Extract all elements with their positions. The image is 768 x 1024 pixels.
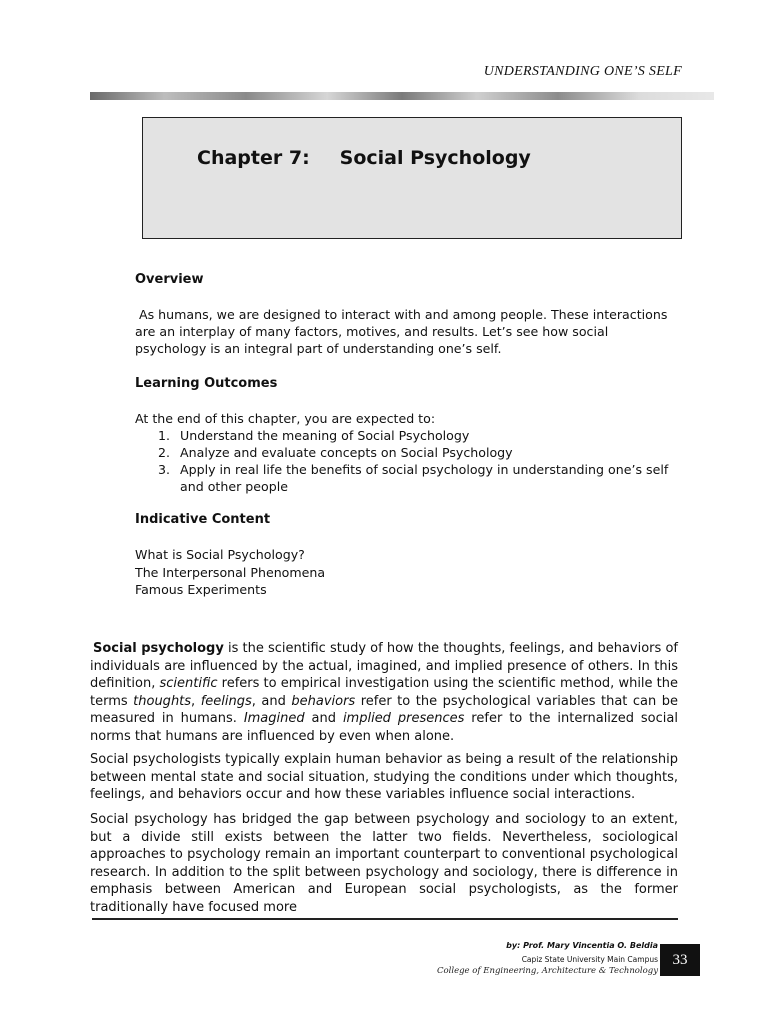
list-item (158, 427, 678, 444)
list-item: Famous Experiments (135, 582, 267, 597)
term-implied-presences: implied presences (342, 711, 465, 726)
body-text: , (191, 693, 201, 709)
list-item-number: 3. (158, 462, 171, 477)
footer-author: by: Prof. Mary Vincentia O. Beldia (506, 941, 658, 950)
list-item-text: Analyze and evaluate concepts on Social Psychology (180, 445, 513, 460)
body-text: refer to the psychological variables that can be measured in humans. (90, 693, 679, 726)
indicative-content-heading: Indicative Content (135, 512, 271, 527)
list-item (158, 444, 678, 461)
footer-campus: Capiz State University Main Campus (521, 955, 658, 964)
chapter-title-box (142, 117, 682, 239)
term-behaviors: behaviors (291, 693, 356, 709)
body-text: refers to empirical investigation using the scientific method, while the terms (90, 676, 679, 709)
body-text: refer to the internalized social norms that humans are influenced by even when alone. (90, 711, 678, 744)
overview-text: As humans, we are designed to interact with and among people. These interactions are an interplay of many factors, motives, and results. Let’s see how social psychology is an integral part of understanding one’s self. (135, 307, 668, 356)
learning-outcomes-heading: Learning Outcomes (135, 376, 278, 391)
chapter-name: Social Psychology (339, 147, 531, 169)
footer-rule (92, 918, 678, 920)
list-item-number: 2. (158, 445, 171, 460)
footer-college: College of Engineering, Architecture & Technology (437, 966, 658, 976)
list-item-number: 1. (158, 428, 171, 443)
learning-outcomes-intro: At the end of this chapter, you are expected to: (135, 411, 436, 426)
list-item-text: Understand the meaning of Social Psychology (180, 428, 470, 443)
list-item-text: Apply in real life the benefits of social psychology in understanding one’s self and other people (180, 462, 669, 494)
indicative-content-list (135, 546, 325, 599)
running-header: UNDERSTANDING ONE’S SELF (483, 64, 682, 79)
list-item: What is Social Psychology? (135, 547, 305, 562)
overview-heading: Overview (135, 272, 204, 287)
chapter-title (197, 147, 531, 169)
body-paragraph-explanation: Social psychologists typically explain human behavior as being a result of the relationship between mental state and social situation, studying the conditions under which thoughts, feelings, and behaviors occur and how these variables influence social interactions. (90, 752, 678, 802)
list-item: The Interpersonal Phenomena (135, 564, 326, 580)
term-feelings: feelings (200, 693, 252, 709)
body-paragraph-definition (90, 640, 678, 745)
term-scientific: scientific (159, 676, 218, 691)
term-thoughts: thoughts (133, 693, 192, 709)
page-number: 33 (660, 944, 700, 976)
learning-outcomes-list (158, 427, 678, 495)
body-text: , and (251, 693, 292, 709)
body-text: and (304, 711, 343, 726)
header-decorative-band (90, 92, 714, 100)
body-paragraph-bridge: Social psychology has bridged the gap between psychology and sociology to an extent, but a divide still exists between the latter two fields. Nevertheless, sociological approaches to psychology remain an important counterpart to conventional psychological research. In addition to the split between psychology and sociology, there is difference in emphasis between American and European social psychologists, as the former traditionally have focused more (90, 812, 678, 915)
body-text: is the scientific study of how the thoughts, feelings, and behaviors of individuals are influenced by the actual, imagined, and implied presence of others. In this definition, (90, 641, 678, 691)
term-imagined: Imagined (243, 711, 305, 726)
term-social-psychology: Social psychology (93, 641, 224, 656)
list-item (158, 461, 678, 495)
chapter-number: Chapter 7: (197, 147, 310, 169)
